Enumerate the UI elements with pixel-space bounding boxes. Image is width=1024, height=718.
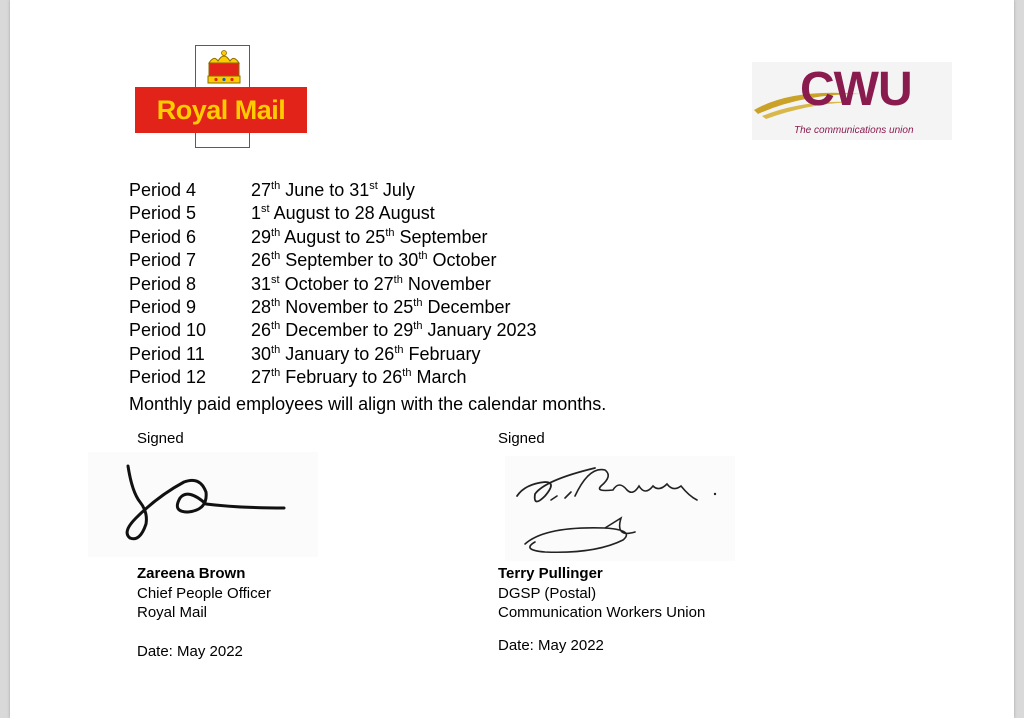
period-range: 26th September to 30th October: [251, 250, 497, 271]
signatory-right-block: [498, 564, 705, 655]
crown-icon: [204, 49, 244, 87]
period-row: [129, 202, 537, 225]
period-label: Period 4: [129, 180, 197, 200]
signature-zareena-brown: [88, 452, 318, 557]
signatory-org: Communication Workers Union: [498, 604, 706, 621]
period-range: 1st August to 28 August: [251, 203, 435, 224]
signatory-title: Chief People Officer: [137, 584, 271, 602]
period-range: 31st October to 27th November: [251, 273, 491, 294]
signatory-date: Date: May 2022: [137, 642, 243, 660]
period-range: 27th February to 26th March: [251, 367, 467, 388]
period-row: [129, 179, 537, 202]
period-row: [129, 273, 537, 296]
signatory-org: Royal Mail: [137, 604, 208, 621]
cwu-tagline: The communications union: [794, 125, 914, 136]
cwu-wordmark: CWU: [800, 63, 912, 116]
period-row: [129, 343, 537, 366]
period-row: [129, 249, 537, 272]
monthly-paid-note: Monthly paid employees will align with the calendar months.: [129, 394, 607, 414]
period-label: Period 10: [129, 320, 207, 341]
period-label: Period 7: [129, 250, 197, 271]
period-range: 30th January to 26th February: [251, 343, 481, 364]
period-row: [129, 319, 537, 342]
period-label: Period 8: [129, 273, 197, 294]
royal-mail-logo: [135, 45, 310, 150]
royal-mail-wordmark-bar: [135, 87, 307, 133]
period-range: 26th December to 29th January 2023: [251, 320, 537, 341]
cwu-logo: [752, 62, 952, 140]
period-label: Period 12: [129, 367, 207, 388]
signed-label-left: Signed: [137, 430, 184, 447]
period-label: Period 6: [129, 226, 197, 247]
royal-mail-wordmark: Royal Mail: [156, 94, 286, 125]
signature-terry-pullinger: [505, 456, 735, 561]
document-page: [10, 0, 1014, 718]
signatory-left-block: [137, 564, 271, 661]
period-row: [129, 366, 537, 389]
period-label: Period 11: [129, 343, 205, 364]
period-list: [129, 179, 537, 390]
period-range: 28th November to 25th December: [251, 297, 511, 318]
period-range: 29th August to 25th September: [251, 226, 488, 247]
period-range: 27th June to 31st July: [251, 180, 415, 200]
period-row: [129, 226, 537, 249]
period-label: Period 5: [129, 203, 197, 224]
period-row: [129, 296, 537, 319]
signatory-name: Zareena Brown: [137, 565, 246, 582]
signed-label-right: Signed: [498, 430, 545, 447]
signatory-name: Terry Pullinger: [498, 565, 603, 582]
period-label: Period 9: [129, 297, 197, 318]
signatory-date: Date: May 2022: [498, 636, 604, 654]
signatory-title: DGSP (Postal): [498, 584, 597, 602]
